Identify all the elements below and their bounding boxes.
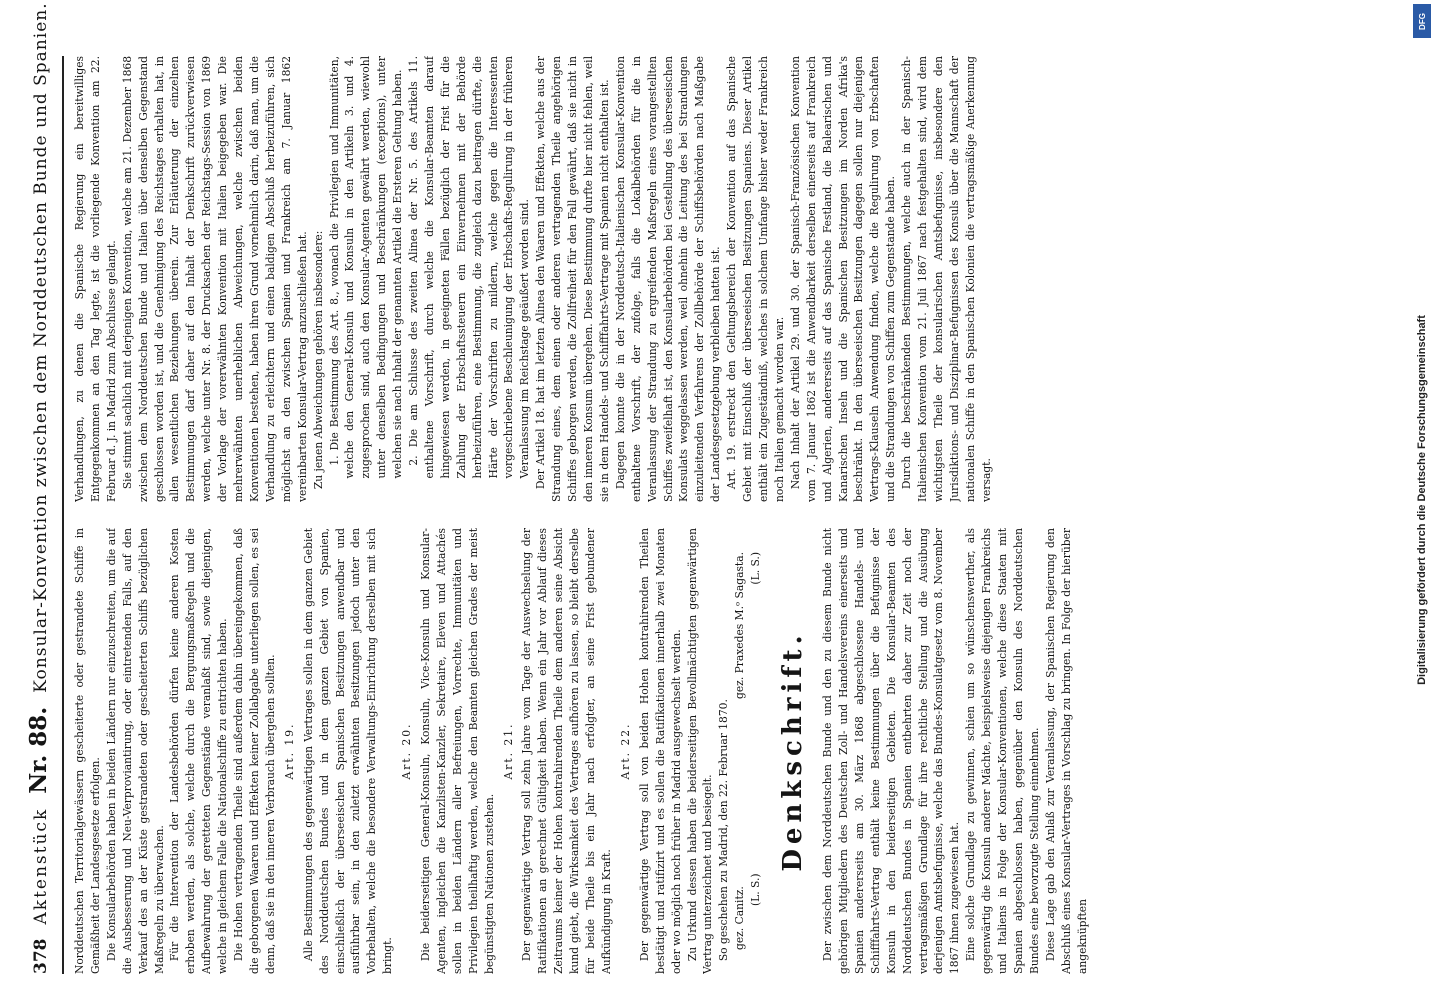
paragraph: Der gegenwärtige Vertrag soll zehn Jahre vom Tage der Auswechselung der Ratifikationen an gerechnet Gültigkeit haben. Wenn ein Jahr vor Ablauf dieses Zeitraums keiner der Hohen kontrahirenden Theile dem anderen seine Absicht kund giebt, die Wirksamkeit des Vertrages aufhören zu lassen, so bleibt derselbe für beide Theile bis ein Jahr nach erfolgter, an seine Frist gebundener Aufkündigung in Kraft. (520, 528, 613, 974)
page-header (16, 2, 64, 974)
paragraph: Der gegenwärtige Vertrag soll von beiden Hohen kontrahirenden Theilen bestätigt und ratifizirt und es sollen die Ratifikationen innerhalb zwei Monaten oder wo möglich noch früher in Madrid ausgewechselt werden. (637, 528, 683, 974)
page-body (72, 56, 1402, 974)
paragraph: Für die Intervention der Landesbehörden dürfen keine anderen Kosten erhoben werden, als solche, welche durch die Bergungsmaßregeln und die Aufbewahrung der geretteten Gegenstände veranlaßt sind, sowie diejenigen, welche in gleichem Falle die Nationalschiffe zu entrichten haben. (168, 528, 230, 974)
paragraph: Dagegen konnte die in der Norddeutsch-Italienischen Konsular-Konvention enthaltene Vorschrift, der zufolge, falls die Lokalbehörden für die in Veranlassung der Strandung zu ergreifenden Maßregeln eines vorangestellten Schiffes zweifelhaft ist, den Konsularbehörden bei Gestellung des überseeischen Konsulats weggelassen werden, weil ohnehin die Leitung des bei Strandungen einzuleitenden Verfahrens der Zollbehörde der Schiffsbehörden nach Maßgabe der Landesgesetzgebung verbleiben hatten ist. (613, 56, 723, 502)
digitization-text: Digitalisierung gefördert durch die Deutsche Forschungsgemeinschaft (1416, 315, 1429, 685)
left-column (72, 528, 1402, 974)
paragraph: Die Konsularbehörden haben in beiden Ländern nur einzuschreiten, um die auf die Ausbesserung und Neu-Verproviantirung, oder eintretenden Falls, auf den Verkauf des an der Küste gestrandeten oder gescheiterten Schiffs bezüglichen Maßregeln zu überwachen. (104, 528, 166, 974)
signatures (732, 528, 748, 974)
list-item: 2. Die am Schlusse des zweiten Alinea der Nr. 5. des Artikels 11. enthaltene Vorschrift, durch welche die Konsular-Beamten darauf hingewiesen werden, in geeigneten Fällen bezüglich der Frist für die Zahlung der Erbschaftssteuern ein Einvernehmen mit der Behörde herbeizuführen, eine Bestimmung, die zugleich dazu beitragen dürfte, die Härte der Vorschriften zu mildern, welche gegen die Interessenten vorgeschriebene Beschleunigung der Erbschafts-Regulirung in der früheren Veranlassung im Reichstage geäußert worden sind. (407, 56, 532, 479)
paragraph: Art. 19. erstreckt den Geltungsbereich der Konvention auf das Spanische Gebiet mit Einschluß der überseeischen Besitzungen Spaniens. Dieser Artikel enthält ein Zugeständniß, welches in solchem Umfange bisher weder Frankreich noch Italien gemacht worden war. (725, 56, 786, 502)
paragraph: Sie stimmt sachlich mit derjenigen Konvention, welche am 21. Dezember 1868 zwischen dem Norddeutschen Bunde und Italien über denselben Gegenstand geschlossen worden ist, und die Genehmigung des Reichstages erhalten hat, in allen wesentlichen Beziehungen überein. Zur Erläuterung der einzelnen Bestimmungen darf daher auf den Inhalt der Denkschrift zurückverwiesen werden, welche unter Nr. 8. der Drucksachen der Reichstags-Session von 1869 der Vorlage der vorerwähnten Konvention mit Italien beigegeben war. Die mehrerwähnten unerheblichen Abweichungen, welche zwischen beiden Konventionen bestehen, haben ihren Grund vornehmlich darin, daß man, um die Verhandlung zu erleichtern und einen baldigen Abschluß herbeizuführen, sich möglichst an den zwischen Spanien und Frankreich am 7. Januar 1862 vereinbarten Konsular-Vertrag anzuschließen hat. (120, 56, 309, 502)
paragraph: Zu jenen Abweichungen gehören insbesondere: (311, 230, 325, 490)
paragraph: Durch die beschränkenden Bestimmungen, welche auch in der Spanisch-Italienischen Konvention vom 21. Juli 1867 nach festgehalten sind, wird dem wichtigsten Theile der konsularischen Amtsbefugnisse, insbesondere den Jurisdiktions- und Disziplinar-Befugnissen des Konsuls über die Mannschaft der nationalen Schiffe in den Spanischen Kolonien die vertragsmäßige Anerkennung versagt. (900, 56, 993, 502)
place-date: So geschehen zu Madrid, den 22. Februar 1870. (717, 699, 731, 962)
paragraph: Die Hohen vertragenden Theile sind außerdem dahin übereingekommen, daß die geborgenen Waaren und Effekten keiner Zollabgabe unterliegen sollen, es sei denn, daß sie in den inneren Verbrauch übergehen sollten. (232, 528, 277, 974)
right-column (72, 56, 1402, 502)
seals (748, 528, 764, 974)
page-number: 378 (31, 938, 51, 974)
section-heading: Denkschrift. (778, 630, 809, 872)
seal-right: (L. S.) (749, 552, 763, 585)
digitization-note (1412, 40, 1432, 960)
article-heading: Art. 22. (618, 722, 632, 780)
signature-right: gez. Praxedes M.ᵒ Sagasta. (733, 552, 747, 699)
paragraph: Die beiderseitigen General-Konsuln, Konsuln, Vice-Konsuln und Konsular-Agenten, ingleichen die Kanzlisten-Kanzler, Sekretaire, Eleven und Attachés sollen in beiden Ländern aller Befreiungen, Vorrechte, Immunitäten und Privilegien theilhaftig werden, welche den Beamten gleichen Grades der meist begünstigten Nationen zustehen. (419, 528, 496, 974)
article-heading: Art. 21. (501, 722, 515, 780)
paragraph: Der Artikel 18. hat im letzten Alinea den Waaren und Effekten, welche aus der Strandung eines, dem einen oder anderen vertragenden Theile angehörigen Schiffes geborgen werden, die Zollfreiheit für den Fall gewährt, daß sie nicht in den inneren Konsum übergehen. Diese Bestimmung durfte hier nicht fehlen, weil sie in dem Handels- und Schifffahrts-Vertrage mit Spanien nicht enthalten ist. (534, 56, 611, 502)
paragraph: Verhandlungen, zu denen die Spanische Regierung ein bereitwilliges Entgegenkommen an den Tag legte, ist die vorliegende Konvention am 22. Februar d. J. in Madrid zum Abschlusse gelangt. (73, 56, 118, 502)
article-heading: Art. 20. (400, 722, 414, 780)
running-title: Konsular-Konvention zwischen dem Norddeutschen Bunde und Spanien. (31, 2, 51, 693)
document-page (16, 2, 1416, 992)
source-label: Aktenstück (31, 807, 51, 925)
witness-clause: Zu Urkund dessen haben die beiderseitigen Bevollmächtigten gegenwärtigen Vertrag unterzeichnet und besiegelt. (685, 528, 715, 974)
paragraph: Alle Bestimmungen des gegenwärtigen Vertrages sollen in dem ganzen Gebiet des Norddeutschen Bundes und in dem ganzen Gebiet von Spanien, einschließlich der überseeischen Spanischen Besitzungen anwendbar und ausführbar sein, in den zuletzt erwähnten Besitzungen jedoch unter den Vorbehalten, welche die besondere Verwaltungs-Einrichtung derselben mit sich bringt. (301, 528, 395, 974)
paragraph: Der zwischen dem Norddeutschen Bunde und den zu diesem Bunde nicht gehörigen Mitgliedern des Deutschen Zoll- und Handelsvereins einerseits und Spanien andererseits am 30. März 1868 abgeschlossene Handels- und Schifffahrts-Vertrag enthält keine Bestimmungen über die Befugnisse der Konsuln in den beiderseitigen Gebieten. Die Konsular-Beamten des Norddeutschen Bundes in Spanien entbehrten daher zur Zeit noch der vertragsmäßigen Grundlage für ihre rechtliche Stellung und die Ausübung derjenigen Amtsbefugnisse, welche das Bundes-Konsulatgesetz vom 8. November 1867 ihnen zugewiesen hat. (821, 528, 962, 974)
article-heading: Art. 19. (282, 722, 296, 780)
signature-left: gez. Canitz. (733, 886, 747, 950)
list-item: 1. Die Bestimmung des Art. 8., wonach die Privilegien und Immunitäten, welche den General-Konsuln und Konsuln in den Artikeln 3. und 4. zugesprochen sind, auch den Konsular-Agenten gewährt werden, wiewohl unter denselben Bedingungen und Beschränkungen (exceptions), unter welchen sie nach Inhalt der genannten Artikel die Ersteren Geltung haben. (327, 56, 405, 479)
paragraph: Nach Inhalt der Artikel 29. und 30. der Spanisch-Französischen Konvention vom 7. Januar 1862 ist die Anwendbarkeit derselben einerseits auf Frankreich und Algerien, andererseits auf das Spanische Festland, die Balearischen und Kanarischen Inseln und die Spanischen Besitzungen im Norden Afrika's beschränkt. In den überseeischen Besitzungen dagegen sollen nur diejenigen Vertrags-Klauseln Anwendung finden, welche die Regulirung von Erbschaften und die Strandungen von Schiffen zum Gegenstande haben. (788, 56, 898, 502)
paragraph: Norddeutschen Territorialgewässern gescheiterte oder gestrandete Schiffe in Gemäßheit der Landesgesetze erfolgen. (73, 528, 102, 974)
document-number: Nr. 88. (25, 706, 52, 794)
seal-left: (L. S.) (749, 873, 763, 906)
paragraph: Eine solche Grundlage zu gewinnen, schien um so wünschenswerther, als gegenwärtig die Konsuln anderer Mächte, beispielsweise diejenigen Frankreichs und Italiens in Folge der Konsular-Konventionen, welche diese Staaten mit Spanien abgeschlossen haben, gegenüber den Konsuln des Norddeutschen Bundes eine bevorzugte Stellung einnehmen. (964, 528, 1041, 974)
paragraph: Diese Lage gab den Anlaß zur Veranlassung, der Spanischen Regierung den Abschluß eines Konsular-Vertrages in Vorschlag zu bringen. In Folge der hierüber angeknüpften (1043, 528, 1089, 974)
dfg-logo: DFG (1413, 4, 1431, 38)
